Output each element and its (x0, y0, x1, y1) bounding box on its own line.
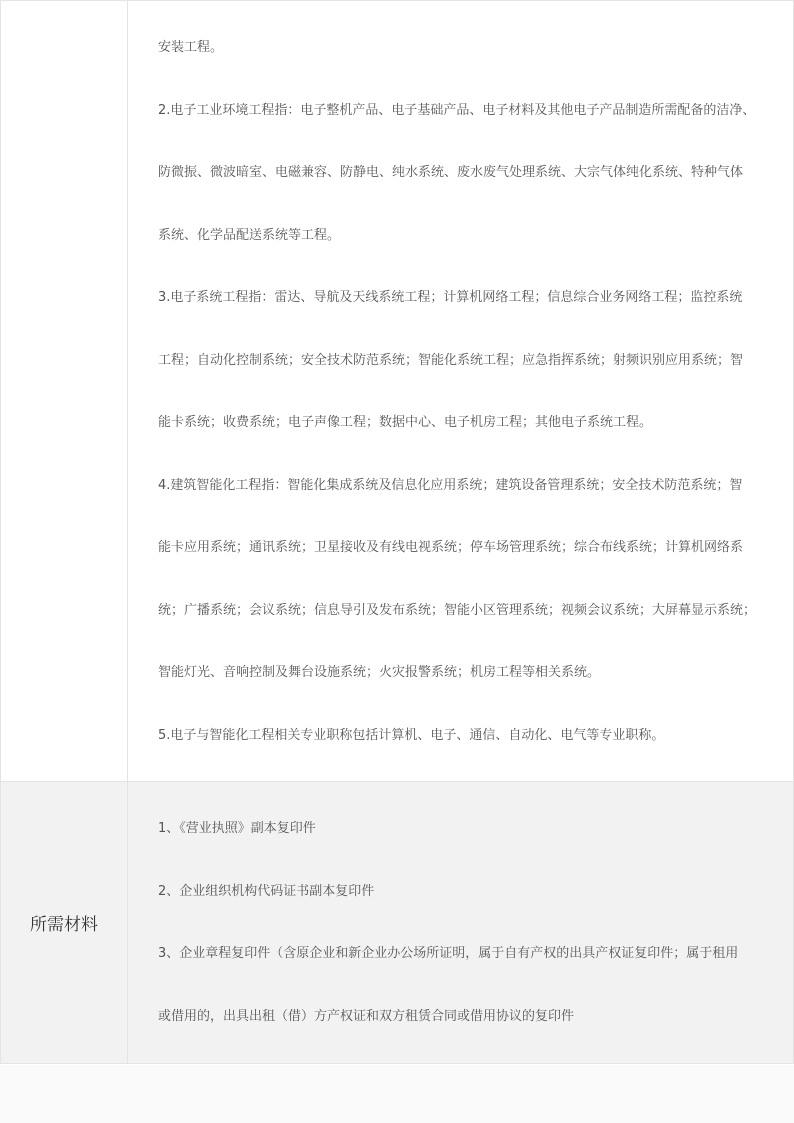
text-line: 能卡系统；收费系统；电子声像工程；数据中心、电子机房工程；其他电子系统工程。 (158, 415, 653, 430)
text-line: 能卡应用系统；通讯系统；卫星接收及有线电视系统；停车场管理系统；综合布线系统；计算机网络系 (158, 540, 744, 555)
table-row-definitions (0, 1, 794, 782)
page-footer-band (0, 1065, 794, 1123)
text-line: 工程；自动化控制系统；安全技术防范系统；智能化系统工程；应急指挥系统；射频识别应用系统；智 (158, 352, 744, 368)
table-row-required-materials (0, 782, 794, 1064)
text-line: 5.电子与智能化工程相关专业职称包括计算机、电子、通信、自动化、电气等专业职称。 (158, 727, 665, 743)
material-item: 或借用的，出具出租（借）方产权证和双方租赁合同或借用协议的复印件 (158, 1008, 575, 1024)
material-item: 2、企业组织机构代码证书副本复印件 (158, 883, 375, 899)
materials-content (128, 782, 794, 1063)
text-line: 系统、化学品配送系统等工程。 (158, 227, 341, 243)
text-line: 4.建筑智能化工程指：智能化集成系统及信息化应用系统；建筑设备管理系统；安全技术防范系统；智 (158, 477, 743, 493)
text-line: 安装工程。 (158, 40, 224, 55)
text-line: 2.电子工业环境工程指：电子整机产品、电子基础产品、电子材料及其他电子产品制造所需配备的洁净、 (158, 102, 756, 118)
material-item: 1、《营业执照》副本复印件 (158, 821, 316, 836)
text-line: 智能灯光、音响控制及舞台设施系统；火灾报警系统；机房工程等相关系统。 (158, 665, 601, 680)
material-item: 3、企业章程复印件（含原企业和新企业办公场所证明，属于自有产权的出具产权证复印件；属于租用 (158, 946, 739, 961)
definitions-content (128, 1, 794, 781)
row-label (0, 1, 128, 781)
text-line: 防微振、微波暗室、电磁兼容、防静电、纯水系统、废水废气处理系统、大宗气体纯化系统、特种气体 (158, 165, 744, 180)
row-label-required-materials: 所需材料 (0, 782, 128, 1063)
text-line: 3.电子系统工程指：雷达、导航及天线系统工程；计算机网络工程；信息综合业务网络工程；监控系统 (158, 290, 743, 305)
text-line: 统；广播系统；会议系统；信息导引及发布系统；智能小区管理系统；视频会议系统；大屏幕显示系统； (158, 602, 757, 618)
